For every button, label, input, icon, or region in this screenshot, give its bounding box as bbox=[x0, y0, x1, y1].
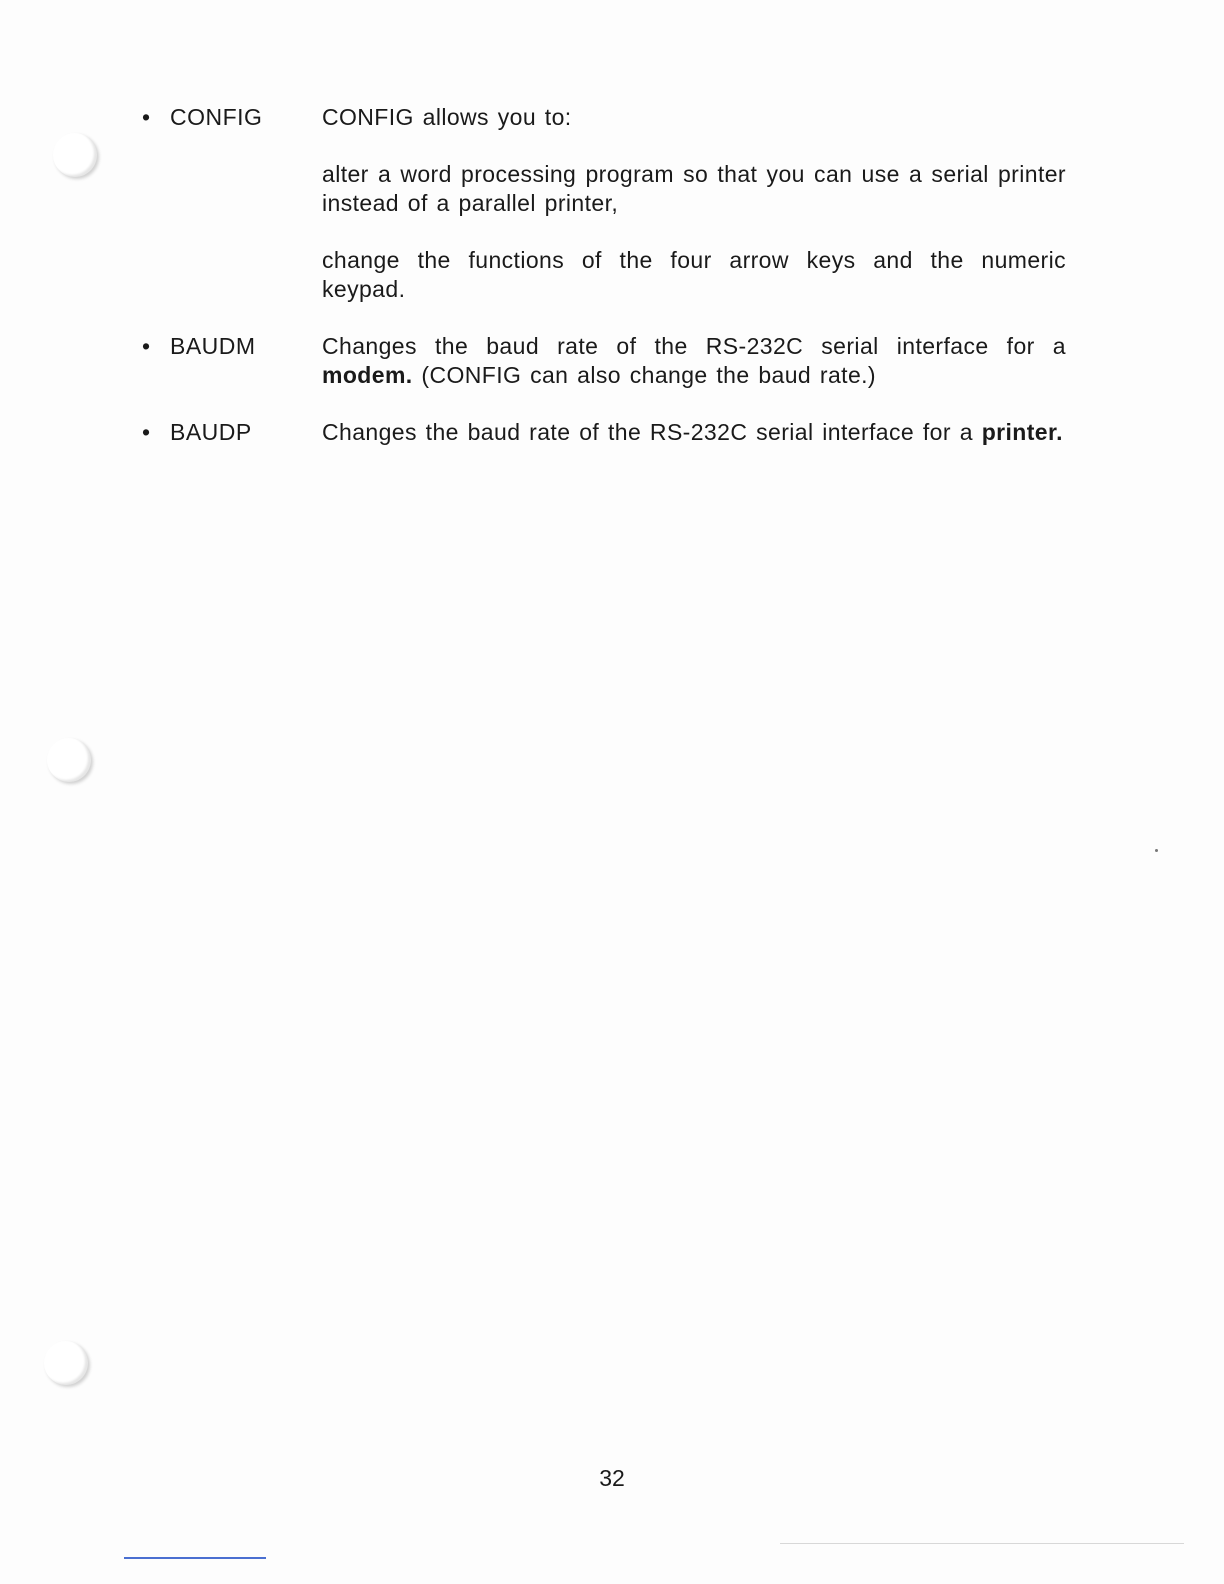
entry-term bbox=[142, 418, 252, 447]
entry-description bbox=[322, 418, 1066, 447]
description-paragraph bbox=[322, 332, 1066, 390]
page-number: 32 bbox=[599, 1465, 625, 1491]
entry-description bbox=[322, 332, 1066, 390]
bullet-icon: • bbox=[142, 104, 151, 130]
description-text: Changes the baud rate of the RS-232C serial interface for a bbox=[322, 333, 1066, 359]
description-text: Changes the baud rate of the RS-232C serial interface for a bbox=[322, 419, 973, 445]
entry-description bbox=[322, 103, 1066, 304]
term-label: BAUDP bbox=[170, 419, 252, 445]
description-paragraph: alter a word processing program so that you can use a serial printer instead of a parallel printer, bbox=[322, 161, 1066, 216]
description-paragraph bbox=[322, 418, 1066, 447]
description-bold-term: printer. bbox=[981, 419, 1063, 445]
description-paragraph: change the functions of the four arrow keys and the numeric keypad. bbox=[322, 247, 1066, 302]
scan-artifact-line bbox=[780, 1543, 1184, 1544]
description-bold-term: modem. bbox=[322, 362, 413, 388]
entry-term bbox=[142, 332, 256, 361]
scan-speck bbox=[1155, 849, 1158, 852]
punch-hole-top bbox=[53, 133, 97, 177]
bullet-icon: • bbox=[142, 419, 151, 445]
description-text: (CONFIG can also change the baud rate.) bbox=[421, 362, 876, 388]
term-label: CONFIG bbox=[170, 104, 263, 130]
term-label: BAUDM bbox=[170, 333, 256, 359]
scan-artifact-line bbox=[124, 1557, 266, 1559]
description-paragraph: CONFIG allows you to: bbox=[322, 104, 572, 130]
punch-hole-bottom bbox=[44, 1341, 88, 1385]
punch-hole-middle bbox=[47, 738, 91, 782]
entry-term bbox=[142, 103, 262, 132]
bullet-icon: • bbox=[142, 333, 151, 359]
